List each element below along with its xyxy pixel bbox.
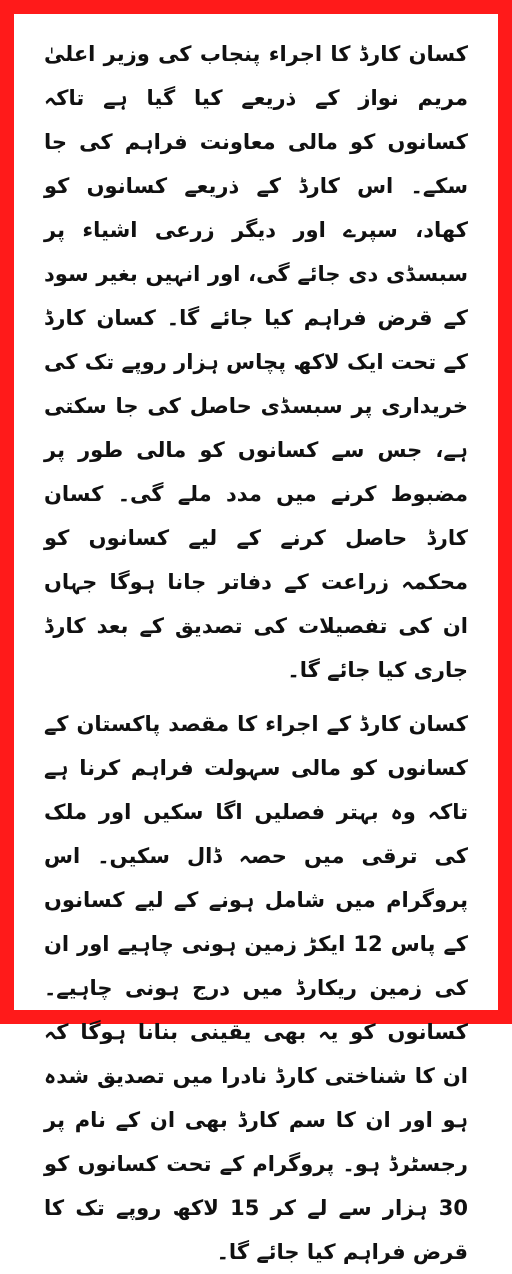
article-body (44, 32, 468, 1264)
article-paragraph-2: کسان کارڈ کے اجراء کا مقصد پاکستان کے کسانوں کو مالی سہولت فراہم کرنا ہے تاکہ وہ بہتر فصلیں اگا سکیں اور ملک کی ترقی میں حصہ ڈال سکیں۔ اس پروگرام میں شامل ہونے کے لیے کسانوں کے پاس 12 ایکڑ زمین ہونی چاہیے اور ان کی زمین ریکارڈ میں درج ہونی چاہیے۔ کسانوں کو یہ بھی یقینی بنانا ہوگا کہ ان کا شناختی کارڈ نادرا میں تصدیق شدہ ہو اور ان کا سم کارڈ بھی ان کے نام پر رجسٹرڈ ہو۔ پروگرام کے تحت کسانوں کو 30 ہزار سے لے کر 15 لاکھ روپے تک کا قرض فراہم کیا جائے گا۔ (44, 712, 468, 1264)
article-paragraph-1: کسان کارڈ کا اجراء پنجاب کی وزیر اعلیٰ مریم نواز کے ذریعے کیا گیا ہے تاکہ کسانوں کو مالی معاونت فراہم کی جا سکے۔ اس کارڈ کے ذریعے کسانوں کو کھاد، سپرے اور دیگر زرعی اشیاء پر سبسڈی دی جائے گی، اور انہیں بغیر سود کے قرض فراہم کیا جائے گا۔ کسان کارڈ کے تحت ایک لاکھ پچاس ہزار روپے تک کی خریداری پر سبسڈی حاصل کی جا سکتی ہے، جس سے کسانوں کو مالی طور پر مضبوط کرنے میں مدد ملے گی۔ کسان کارڈ حاصل کرنے کے لیے کسانوں کو محکمہ زراعت کے دفاتر جانا ہوگا جہاں ان کی تفصیلات کی تصدیق کے بعد کارڈ جاری کیا جائے گا۔ (44, 42, 468, 682)
